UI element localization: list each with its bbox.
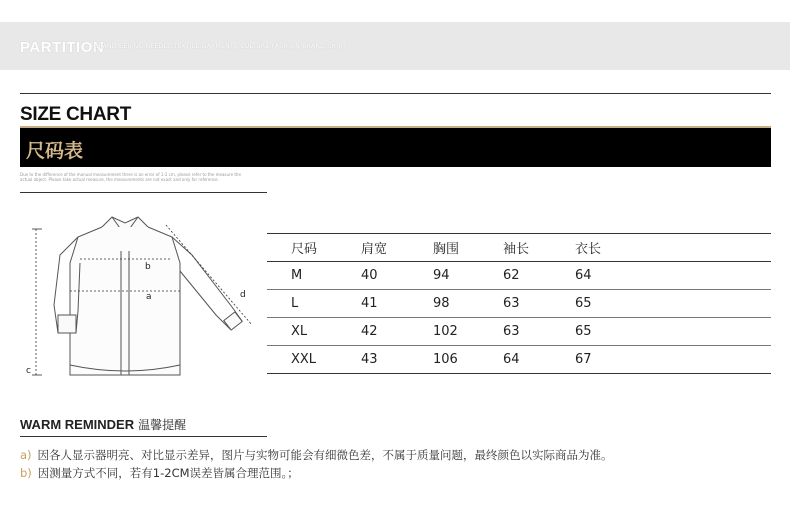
measurement-note: Due to the difference of the manual measurement there is an error of 1-2 cm, please refer to the measure the actual object. Please take actual measure, the measurements are not exact and only for reference. bbox=[20, 172, 241, 182]
warm-reminder-title bbox=[20, 416, 186, 433]
section-divider bbox=[20, 93, 771, 94]
cell-length: 65 bbox=[575, 296, 592, 311]
size-chart-banner bbox=[20, 128, 771, 167]
table-header-row bbox=[267, 234, 771, 262]
header-band bbox=[0, 22, 790, 70]
cell-length: 64 bbox=[575, 268, 592, 283]
diagram-label-d: d bbox=[240, 290, 246, 300]
reminder-item bbox=[20, 465, 299, 481]
diagram-label-c: c bbox=[26, 366, 31, 376]
table-row bbox=[267, 262, 771, 290]
cell-chest: 94 bbox=[433, 268, 450, 283]
reminder-text: 因各人显示器明亮、对比显示差异，图片与实物可能会有细微色差，不属于质量问题，最终颜色以实际商品为准。 bbox=[37, 448, 613, 462]
cell-length: 67 bbox=[575, 352, 592, 367]
cell-chest: 98 bbox=[433, 296, 450, 311]
cell-sleeve: 62 bbox=[503, 268, 520, 283]
cell-size: XL bbox=[291, 324, 308, 339]
cell-sleeve: 64 bbox=[503, 352, 520, 367]
cell-chest: 102 bbox=[433, 324, 458, 339]
table-row bbox=[267, 318, 771, 346]
cell-sleeve: 63 bbox=[503, 296, 520, 311]
cell-shoulder: 42 bbox=[361, 324, 378, 339]
diagram-label-b: b bbox=[145, 262, 151, 272]
cell-size: XXL bbox=[291, 352, 317, 367]
size-table bbox=[267, 233, 771, 374]
header-sleeve: 袖长 bbox=[503, 242, 530, 257]
header-length: 衣长 bbox=[575, 242, 602, 257]
cell-chest: 106 bbox=[433, 352, 458, 367]
reminder-item bbox=[20, 447, 613, 463]
reminder-marker: a) bbox=[20, 448, 32, 462]
table-row bbox=[267, 290, 771, 318]
cell-size: M bbox=[291, 268, 303, 283]
reminder-marker: b) bbox=[20, 466, 32, 480]
warm-reminder-title-en: WARM REMINDER bbox=[20, 417, 135, 432]
cell-shoulder: 41 bbox=[361, 296, 378, 311]
reminder-divider bbox=[20, 436, 267, 437]
brand-subtitle: BRAND BEIJING NEEDLE TEXTILE GARMENTS CULTURE FASHION BRAND SHIRT bbox=[94, 43, 347, 50]
diagram-label-a: a bbox=[146, 292, 152, 302]
size-chart-title: SIZE CHART bbox=[20, 104, 132, 125]
size-chart-title-cn: 尺码表 bbox=[26, 140, 84, 162]
cell-shoulder: 43 bbox=[361, 352, 378, 367]
note-divider bbox=[20, 192, 267, 193]
header-size: 尺码 bbox=[291, 242, 318, 257]
brand-title: PARTITION bbox=[20, 39, 105, 56]
warm-reminder-title-cn: 温馨提醒 bbox=[138, 418, 187, 432]
header-chest: 胸围 bbox=[433, 242, 460, 257]
cell-sleeve: 63 bbox=[503, 324, 520, 339]
table-row bbox=[267, 346, 771, 374]
shirt-diagram-icon bbox=[20, 215, 265, 385]
cell-size: L bbox=[291, 296, 299, 311]
cell-length: 65 bbox=[575, 324, 592, 339]
header-shoulder: 肩宽 bbox=[361, 242, 388, 257]
reminder-text: 因测量方式不同，若有1-2CM误差皆属合理范围。； bbox=[37, 466, 299, 480]
cell-shoulder: 40 bbox=[361, 268, 378, 283]
